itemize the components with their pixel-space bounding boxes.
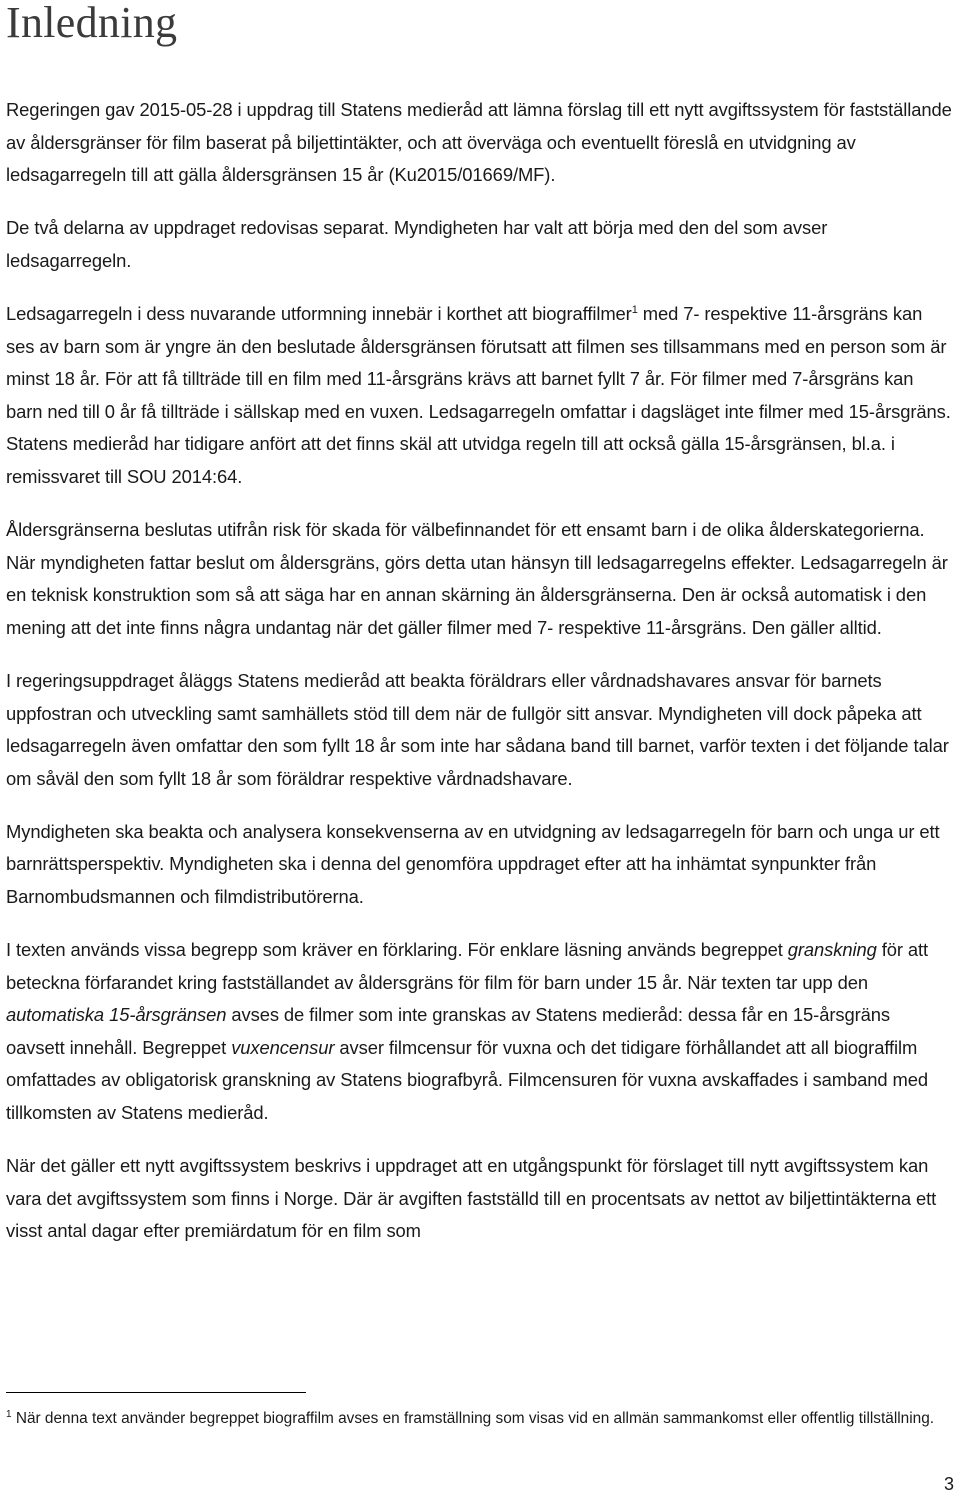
page-number: 3 — [943, 1474, 954, 1494]
paragraph-8: När det gäller ett nytt avgiftssystem beskrivs i uppdraget att en utgångspunkt för förslaget till nytt avgiftssystem kan vara det avgiftssystem som finns i Norge. Där är avgiften fastställd till en procentsats av nettot av biljettintäkterna ett visst antal dagar efter premiärdatum för en film som — [6, 1155, 937, 1242]
paragraph-1: Regeringen gav 2015-05-28 i uppdrag till Statens medieråd att lämna förslag till ett nytt avgiftssystem för fastställande av åldersgränser för film baserat på biljettintäkter, och att överväga och eventuellt föreslå en utvidgning av ledsagarregeln till att gälla åldersgränsen 15 år (Ku2015/01669/MF). — [6, 99, 952, 186]
page-heading: Inledning — [6, 0, 178, 47]
footnote-divider — [6, 1392, 306, 1393]
paragraph-7 — [6, 934, 952, 1130]
paragraph-7-text-d: avser filmcensur för vuxna och det tidigare förhållandet att all biograffilm omfattades av obligatorisk granskning av Statens biografbyrå. Filmcensuren för vuxna avskaffades i samband med tillkomsten av Statens medieråd. — [6, 1036, 928, 1124]
body-text — [6, 94, 952, 1268]
term-automatiska-15-arsgransen: automatiska 15-årsgränsen — [6, 1004, 227, 1026]
paragraph-6: Myndigheten ska beakta och analysera konsekvenserna av en utvidgning av ledsagarregeln för barn och unga ur ett barnrättsperspektiv. Myndigheten ska i denna del genomföra uppdraget efter att ha inhämtat synpunkter från Barnombudsmannen och filmdistributörerna. — [6, 820, 940, 907]
paragraph-7-text-b: för att beteckna förfarandet kring fastställandet av åldersgräns för film för barn under 15 år. När texten tar upp den — [6, 939, 929, 993]
footnote-text: När denna text använder begreppet biograffilm avses en framställning som visas vid en allmän sammankomst eller offentlig tillställning. — [11, 1410, 935, 1427]
paragraph-7-text-a: I texten används vissa begrepp som kräver en förklaring. För enklare läsning används begreppet — [6, 939, 788, 961]
paragraph-4: Åldersgränserna beslutas utifrån risk för skada för välbefinnandet för ett ensamt barn i de olika ålderskategorierna. När myndigheten fattar beslut om åldersgräns, görs detta utan hänsyn till ledsagarregelns effekter. Ledsagarregeln är en teknisk konstruktion som så att säga har en annan skärning än åldersgränserna. Den är också automatisk i den mening att det inte finns några undantag när det gäller filmer med 7- respektive 11-årsgräns. Den gäller alltid. — [6, 519, 948, 638]
term-granskning: granskning — [787, 939, 877, 961]
paragraph-3-text-b: med 7- respektive 11-årsgräns kan ses av barn som är yngre än den beslutade åldersgränsen förutsatt att filmen ses tillsammans med en person som är minst 18 år. För att få tillträde till en film med 11-årsgräns krävs att barnet fyllt 7 år. För filmer med 7-årsgräns kan barn ned till 0 år få tillträde i sällskap med en vuxen. Ledsagarregeln omfattar i dagsläget inte filmer med 15-årsgräns. Statens medieråd har tidigare anfört att det finns skäl att utvidga regeln till att också gälla 15-årsgränsen, bl.a. i remissvaret till SOU 2014:64. — [6, 302, 951, 487]
term-vuxencensur: vuxencensur — [231, 1036, 335, 1058]
footnote-reference[interactable]: 1 — [631, 303, 638, 316]
footnote — [6, 1405, 952, 1432]
footnote-number: 1 — [6, 1408, 12, 1420]
paragraph-3-text-a: Ledsagarregeln i dess nuvarande utformning innebär i korthet att biograffilmer — [6, 302, 632, 324]
paragraph-2: De två delarna av uppdraget redovisas separat. Myndigheten har valt att börja med den del som avser ledsagarregeln. — [6, 217, 828, 271]
paragraph-5: I regeringsuppdraget åläggs Statens medieråd att beakta föräldrars eller vårdnadshavares ansvar för barnets uppfostran och utveckling samt samhällets stöd till dem när de fullgör sitt ansvar. Myndigheten vill dock påpeka att ledsagarregeln även omfattar den som fyllt 18 år som inte har sådana band till barnet, varför texten i det följande talar om såväl den som fyllt 18 år som föräldrar respektive vårdnadshavare. — [6, 669, 949, 789]
paragraph-3 — [6, 298, 952, 494]
paragraph-7-text-c: avses de filmer som inte granskas av Statens medieråd: dessa får en 15-årsgräns oavsett innehåll. Begreppet — [6, 1004, 890, 1058]
